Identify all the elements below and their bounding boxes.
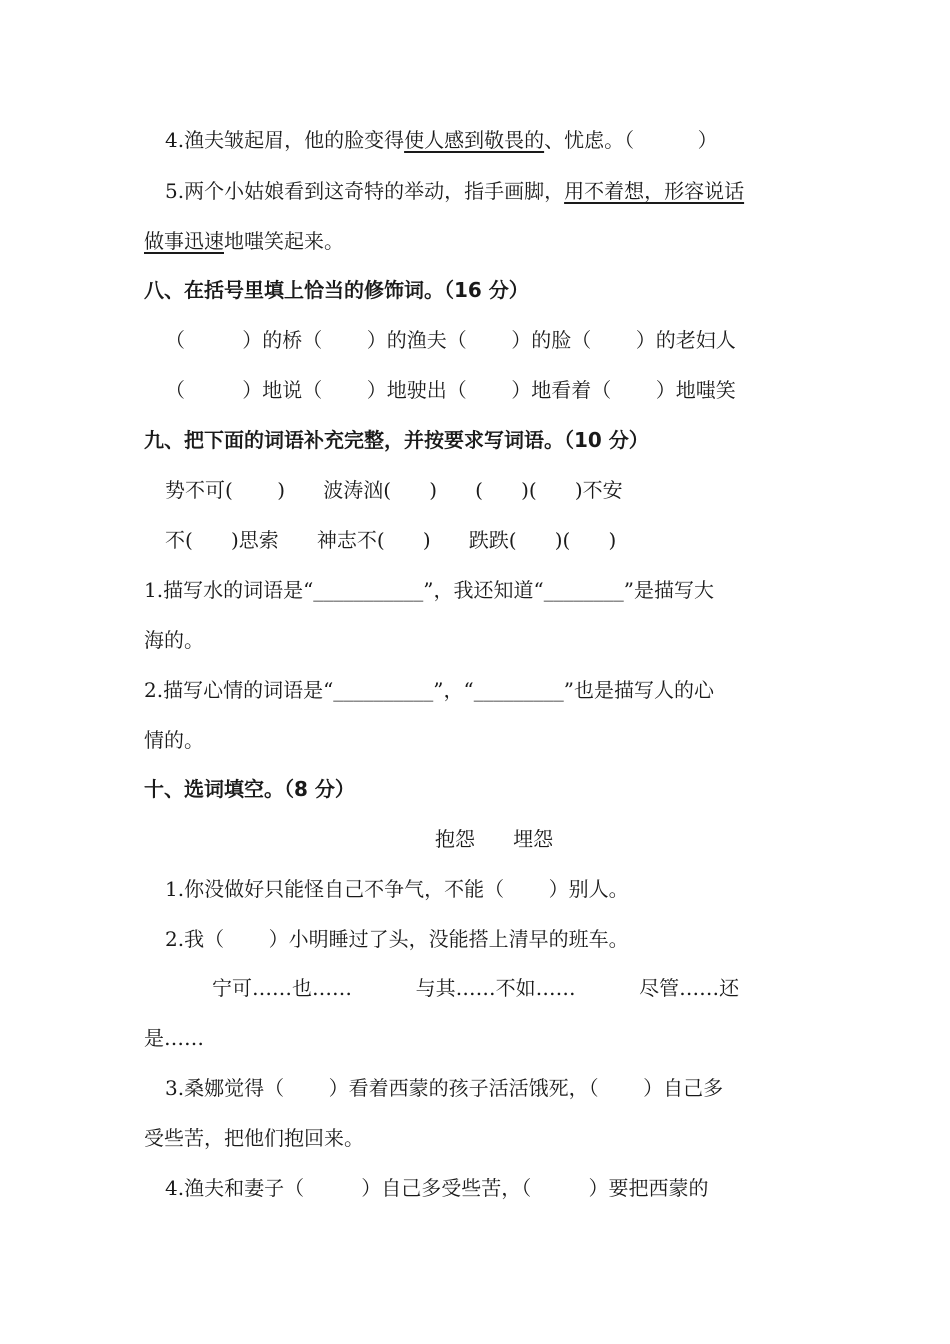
section-9-question-1-cont: 海的。	[144, 628, 204, 652]
question-7-5	[165, 177, 744, 205]
q4-blank[interactable]: 、忧虑。（ ）	[544, 128, 718, 152]
section-10-conjunction-choices-cont: 是……	[144, 1026, 204, 1050]
section-10-word-choices: 抱怨 埋怨	[435, 827, 554, 851]
q5-text-end: 地嗤笑起来。	[224, 229, 344, 253]
section-10-conjunction-choices: 宁可……也…… 与其……不如…… 尽管……还	[212, 976, 740, 1000]
section-9-words-row-2[interactable]: 不( )思索 神志不( ) 跌跌( )( )	[165, 528, 617, 552]
section-10-heading: 十、选词填空。（8 分）	[144, 777, 355, 801]
section-9-question-2-cont: 情的。	[144, 728, 204, 752]
section-9-question-1[interactable]: 1.描写水的词语是“___________”，我还知道“________”是描写大	[144, 578, 714, 602]
section-8-row-1[interactable]: （ ）的桥（ ）的渔夫（ ）的脸（ ）的老妇人	[165, 328, 736, 352]
section-10-question-3[interactable]: 3.桑娜觉得（ ）看着西蒙的孩子活活饿死，（ ）自己多	[165, 1076, 724, 1100]
question-7-4	[165, 126, 718, 154]
section-10-question-2[interactable]: 2.我（ ）小明睡过了头，没能搭上清早的班车。	[165, 927, 629, 951]
section-9-question-2[interactable]: 2.描写心情的词语是“__________”，“_________”也是描写人的心	[144, 678, 714, 702]
section-9-heading: 九、把下面的词语补充完整，并按要求写词语。（10 分）	[144, 428, 649, 452]
question-7-5-cont	[144, 227, 344, 255]
section-10-question-4[interactable]: 4.渔夫和妻子（ ）自己多受些苦，（ ）要把西蒙的	[165, 1176, 709, 1200]
q5-underlined-phrase-2: 做事迅速	[144, 229, 224, 253]
section-10-question-1[interactable]: 1.你没做好只能怪自己不争气，不能（ ）别人。	[165, 877, 629, 901]
section-10-question-3-cont: 受些苦，把他们抱回来。	[144, 1126, 364, 1150]
section-8-heading: 八、在括号里填上恰当的修饰词。（16 分）	[144, 278, 529, 302]
q5-text: 5.两个小姑娘看到这奇特的举动，指手画脚，	[165, 179, 565, 203]
section-8-row-2[interactable]: （ ）地说（ ）地驶出（ ）地看着（ ）地嗤笑	[165, 378, 736, 402]
q4-text: 4.渔夫皱起眉，他的脸变得	[165, 128, 405, 152]
q5-underlined-phrase-1: 用不着想，形容说话	[564, 179, 745, 203]
q4-underlined-phrase: 使人感到敬畏的	[404, 128, 545, 152]
section-9-words-row-1[interactable]: 势不可( ) 波涛汹( ) ( )( )不安	[165, 478, 623, 502]
